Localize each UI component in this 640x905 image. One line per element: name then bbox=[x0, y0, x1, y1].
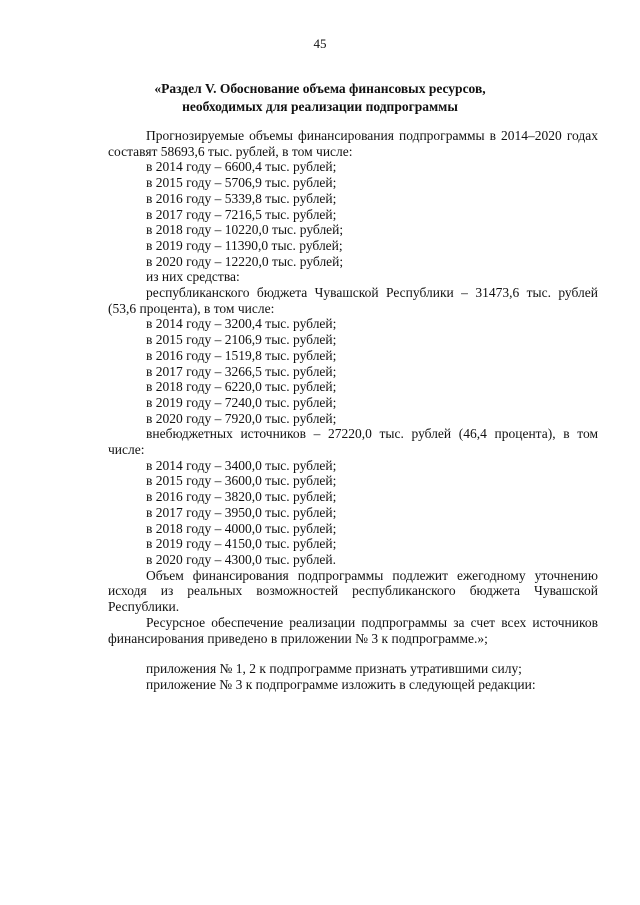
list-item: в 2020 году – 7920,0 тыс. рублей; bbox=[146, 410, 337, 426]
list-item: в 2016 году – 5339,8 тыс. рублей; bbox=[146, 190, 337, 206]
list-item: в 2017 году – 3266,5 тыс. рублей; bbox=[146, 363, 337, 379]
paragraph-gap bbox=[108, 646, 598, 661]
republic-years-list bbox=[108, 316, 598, 426]
list-item: в 2014 году – 3400,0 тыс. рублей; bbox=[146, 457, 337, 473]
resource-provision-paragraph: Ресурсное обеспечение реализации подпрограммы за счет всех источников финансирования приведено в приложении № 3 к подпрограмме.»; bbox=[108, 614, 598, 646]
list-item: в 2019 году – 11390,0 тыс. рублей; bbox=[146, 237, 343, 253]
list-item: в 2016 году – 1519,8 тыс. рублей; bbox=[146, 347, 337, 363]
extrabudget-years-list bbox=[108, 458, 598, 568]
list-item: в 2018 году – 4000,0 тыс. рублей; bbox=[146, 520, 337, 536]
list-item: в 2017 году – 3950,0 тыс. рублей; bbox=[146, 504, 337, 520]
list-item: в 2017 году – 7216,5 тыс. рублей; bbox=[146, 206, 337, 222]
list-item: в 2014 году – 6600,4 тыс. рублей; bbox=[146, 159, 337, 175]
section-title bbox=[0, 80, 640, 116]
amendment-item-2: приложение № 3 к подпрограмме изложить в следующей редакции: bbox=[146, 676, 536, 692]
list-item: в 2015 году – 3600,0 тыс. рублей; bbox=[146, 473, 337, 489]
section-title-line-2: необходимых для реализации подпрограммы bbox=[182, 99, 458, 114]
list-item: в 2019 году – 7240,0 тыс. рублей; bbox=[146, 394, 337, 410]
list-item: в 2015 году – 2106,9 тыс. рублей; bbox=[146, 332, 337, 348]
intro-paragraph: Прогнозируемые объемы финансирования подпрограммы в 2014–2020 годах составят 58693,6 тыс. рублей, в том числе: bbox=[108, 128, 598, 159]
section-title-line-1: «Раздел V. Обоснование объема финансовых ресурсов, bbox=[154, 81, 486, 96]
list-item: в 2018 году – 6220,0 тыс. рублей; bbox=[146, 379, 337, 395]
republic-budget-paragraph: республиканского бюджета Чувашской Республики – 31473,6 тыс. рублей (53,6 процента), в том числе: bbox=[108, 285, 598, 316]
document-body bbox=[108, 128, 598, 693]
list-item: в 2020 году – 4300,0 тыс. рублей. bbox=[146, 551, 337, 567]
list-item: в 2020 году – 12220,0 тыс. рублей; bbox=[146, 253, 344, 269]
list-item: в 2016 году – 3820,0 тыс. рублей; bbox=[146, 489, 337, 505]
page-number: 45 bbox=[313, 36, 327, 51]
extrabudget-paragraph: внебюджетных источников – 27220,0 тыс. рублей (46,4 процента), в том числе: bbox=[108, 426, 598, 458]
sources-label: из них средства: bbox=[146, 269, 240, 285]
clarification-paragraph: Объем финансирования подпрограммы подлежит ежегодному уточнению исходя из реальных возможностей республиканского бюджета Чувашской Республики. bbox=[108, 567, 598, 615]
list-item: в 2014 году – 3200,4 тыс. рублей; bbox=[146, 316, 337, 332]
amendment-item-1: приложения № 1, 2 к подпрограмме признать утратившими силу; bbox=[146, 661, 522, 677]
list-item: в 2018 году – 10220,0 тыс. рублей; bbox=[146, 222, 344, 238]
list-item: в 2019 году – 4150,0 тыс. рублей; bbox=[146, 536, 337, 552]
total-years-list bbox=[108, 159, 598, 269]
list-item: в 2015 году – 5706,9 тыс. рублей; bbox=[146, 175, 337, 191]
